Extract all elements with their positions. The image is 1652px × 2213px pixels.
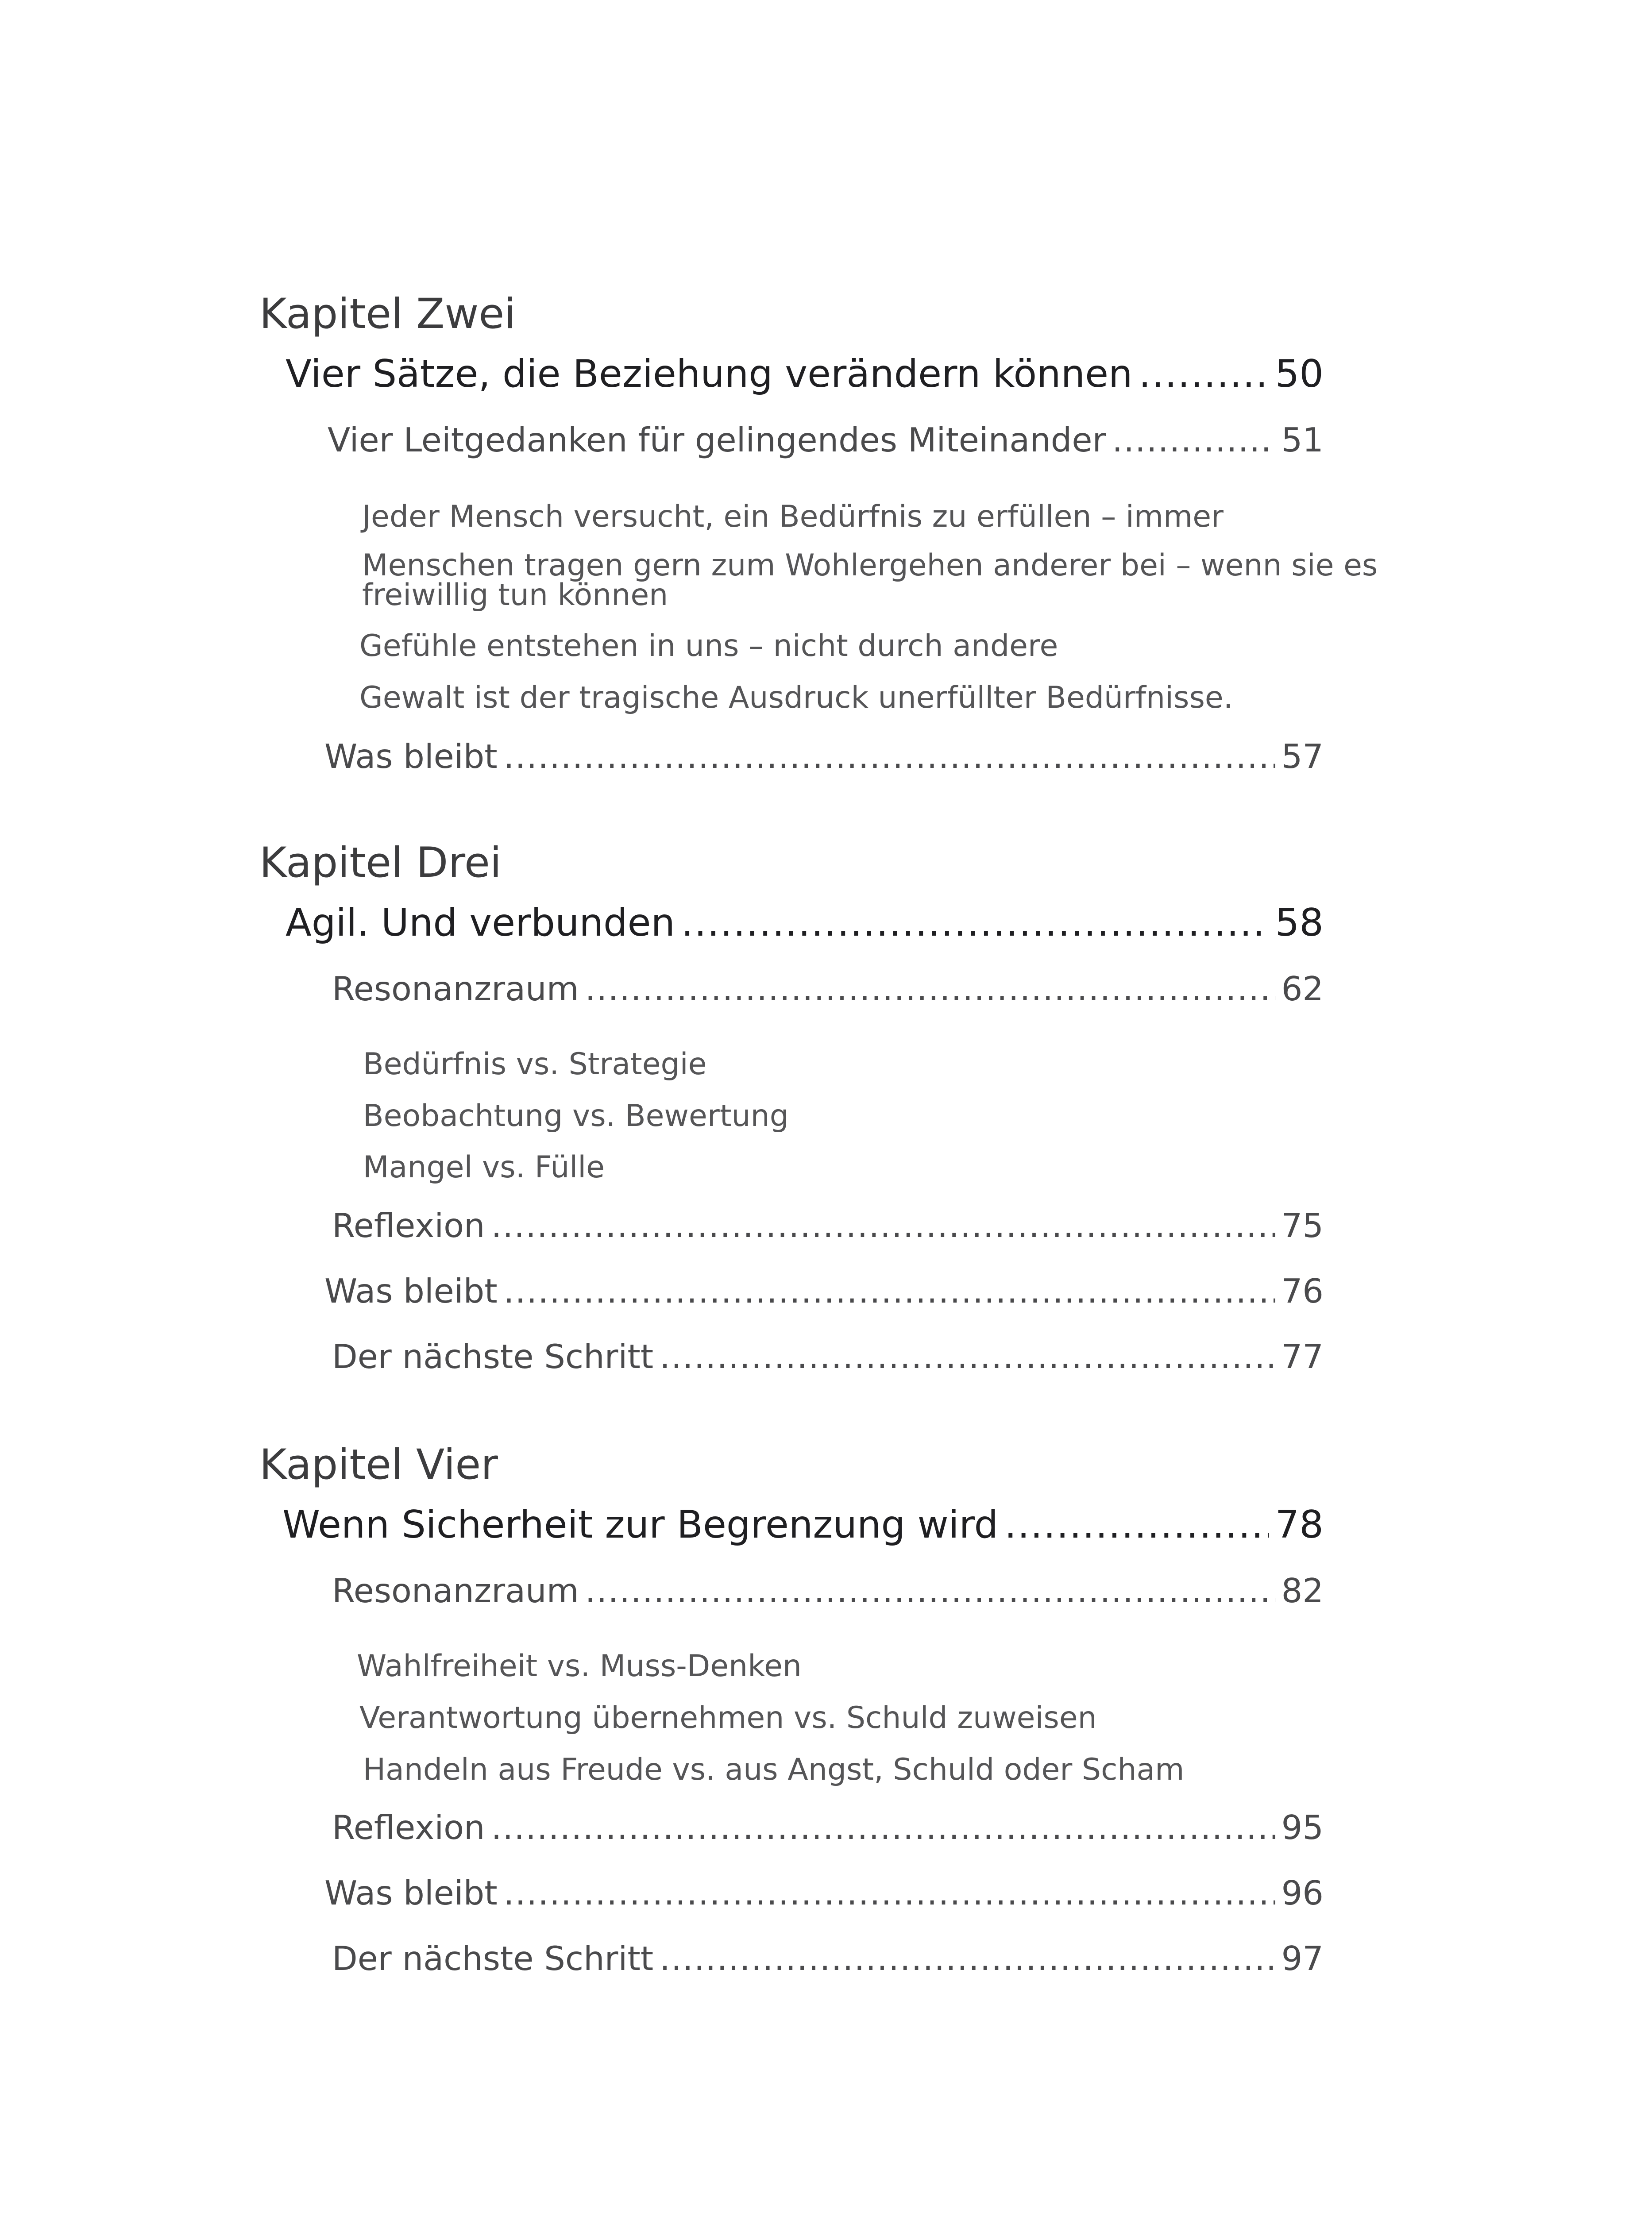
toc-subitem[interactable]: Menschen tragen gern zum Wohlergehen anderer bei – wenn sie es freiwillig tun können (362, 548, 1378, 613)
dot-leader (491, 1206, 1275, 1245)
toc-entry[interactable] (282, 1503, 1324, 1547)
dot-leader (504, 1272, 1275, 1311)
page-number: 77 (1281, 1337, 1324, 1376)
toc-subitem[interactable]: Beobachtung vs. Bewertung (363, 1099, 789, 1133)
chapter-heading: Kapitel Zwei (259, 290, 516, 338)
chapter-heading: Kapitel Drei (259, 839, 502, 887)
toc-entry-label: Der nächste Schritt (332, 1337, 654, 1376)
toc-entry[interactable] (324, 737, 1324, 776)
page-number: 96 (1281, 1874, 1324, 1912)
toc-subitem[interactable]: Jeder Mensch versucht, ein Bedürfnis zu erfüllen – immer (362, 499, 1224, 534)
toc-entry-label: Resonanzraum (332, 969, 579, 1008)
page-number: 57 (1281, 737, 1324, 776)
page-number: 58 (1275, 901, 1324, 945)
toc-entry-label: Der nächste Schritt (332, 1939, 654, 1978)
toc-subitem[interactable]: Gefühle entstehen in uns – nicht durch andere (359, 628, 1058, 663)
dot-leader (491, 1808, 1275, 1847)
toc-entry-label: Was bleibt (324, 1272, 498, 1311)
page-number: 62 (1281, 969, 1324, 1008)
page-number: 51 (1281, 420, 1324, 459)
chapter-heading: Kapitel Vier (259, 1441, 498, 1489)
toc-subitem[interactable]: Verantwortung übernehmen vs. Schuld zuweisen (359, 1700, 1097, 1735)
dot-leader (681, 901, 1269, 945)
toc-subitem[interactable]: Wahlfreiheit vs. Muss-Denken (357, 1649, 802, 1684)
toc-entry[interactable] (286, 352, 1324, 396)
dot-leader (585, 1571, 1275, 1610)
toc-entry-label: Vier Sätze, die Beziehung verändern können (286, 352, 1133, 396)
toc-entry-label: Was bleibt (324, 737, 498, 776)
page-number: 78 (1275, 1503, 1324, 1547)
toc-entry[interactable] (332, 1571, 1324, 1610)
toc-subitem[interactable]: Handeln aus Freude vs. aus Angst, Schuld oder Scham (363, 1752, 1185, 1787)
toc-subitem[interactable]: Gewalt ist der tragische Ausdruck unerfüllter Bedürfnisse. (359, 680, 1233, 715)
dot-leader (585, 969, 1275, 1008)
toc-entry[interactable] (332, 1939, 1324, 1978)
dot-leader (504, 737, 1275, 776)
page-number: 97 (1281, 1939, 1324, 1978)
dot-leader (1004, 1503, 1269, 1547)
dot-leader (1112, 420, 1275, 459)
toc-entry-label: Resonanzraum (332, 1571, 579, 1610)
toc-entry[interactable] (332, 1808, 1324, 1847)
toc-entry[interactable] (324, 1874, 1324, 1912)
toc-entry-label: Reflexion (332, 1206, 485, 1245)
toc-entry[interactable] (328, 420, 1324, 459)
toc-entry[interactable] (324, 1272, 1324, 1311)
page-number: 75 (1281, 1206, 1324, 1245)
dot-leader (504, 1874, 1275, 1912)
page-number: 76 (1281, 1272, 1324, 1311)
page-number: 82 (1281, 1571, 1324, 1610)
toc-entry[interactable] (332, 969, 1324, 1008)
toc-entry-label: Reflexion (332, 1808, 485, 1847)
toc-entry-label: Was bleibt (324, 1874, 498, 1912)
page-number: 50 (1275, 352, 1324, 396)
toc-entry-label: Wenn Sicherheit zur Begrenzung wird (282, 1503, 999, 1547)
toc-entry-label: Vier Leitgedanken für gelingendes Miteinander (328, 420, 1106, 459)
dot-leader (1139, 352, 1269, 396)
toc-entry-label: Agil. Und verbunden (286, 901, 675, 945)
dot-leader (660, 1337, 1275, 1376)
toc-entry[interactable] (332, 1206, 1324, 1245)
dot-leader (660, 1939, 1275, 1978)
toc-subitem[interactable]: Bedürfnis vs. Strategie (363, 1047, 707, 1082)
toc-entry[interactable] (332, 1337, 1324, 1376)
toc-subitem[interactable]: Mangel vs. Fülle (363, 1150, 605, 1185)
page-number: 95 (1281, 1808, 1324, 1847)
toc-entry[interactable] (286, 901, 1324, 945)
